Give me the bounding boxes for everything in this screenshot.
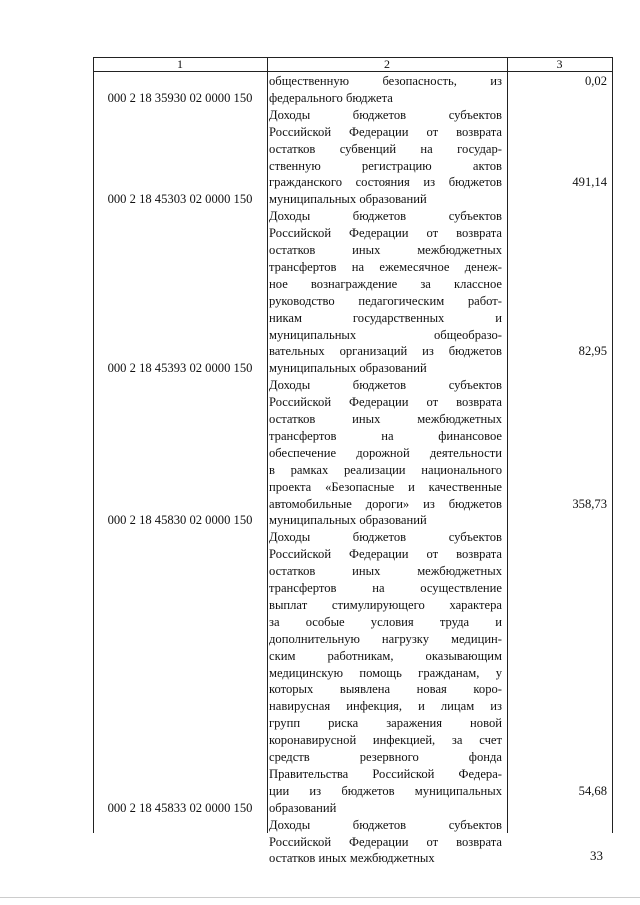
description-line: проекта «Безопасные и качественные [269, 479, 502, 494]
row-code: 000 2 18 45393 02 0000 150 [107, 361, 253, 376]
table-border-right [612, 57, 613, 833]
description-line: в рамках реализации национального [269, 462, 502, 477]
description-line: ственную регистрацию актов [269, 158, 502, 173]
description-line: гражданского состояния из бюджетов [269, 175, 502, 190]
row-value: 0,02 [584, 74, 607, 88]
page-number: 33 [590, 848, 603, 863]
description-line: выплат стимулирующего характера [269, 597, 502, 612]
description-line: ским работникам, оказывающим [269, 648, 502, 663]
description-line: муниципальных образований [269, 361, 427, 376]
row-description [269, 208, 502, 377]
description-line: Российской Федерации от возврата [269, 395, 502, 410]
description-line: трансфертов на финансовое [269, 428, 502, 443]
description-line: за особые условия труда и [269, 614, 502, 629]
description-line: ное вознаграждение за классное [269, 276, 502, 291]
row-description [269, 73, 502, 107]
description-line: остатков субвенций на государ- [269, 141, 502, 156]
row-value: 491,14 [572, 175, 607, 190]
table-header-rule [93, 71, 613, 72]
description-line: трансфертов на ежемесячное денеж- [269, 259, 502, 274]
column-header-1: 1 [177, 57, 183, 71]
description-line: вательных организаций из бюджетов [269, 344, 502, 359]
row-description [269, 817, 502, 868]
table-divider-2 [507, 57, 508, 833]
table-border-left [93, 57, 94, 833]
description-line: навирусная инфекция, и лицам из [269, 699, 502, 714]
row-code: 000 2 18 45833 02 0000 150 [107, 800, 253, 815]
description-line: Доходы бюджетов субъектов [269, 378, 502, 393]
description-line: Российской Федерации от возврата [269, 547, 502, 562]
column-header-3: 3 [556, 57, 563, 71]
description-line: федерального бюджета [269, 90, 393, 105]
description-line: средств резервного фонда [269, 750, 502, 765]
row-code: 000 2 18 45830 02 0000 150 [107, 513, 253, 528]
description-line: Правительства Российской Федера- [269, 766, 502, 781]
budget-table [93, 57, 613, 866]
description-line: остатков иных межбюджетных [269, 851, 435, 866]
description-line: никам государственных и [269, 310, 502, 325]
description-line: общественную безопасность, из [269, 74, 502, 88]
row-description [269, 107, 502, 208]
row-value: 82,95 [578, 344, 607, 359]
description-line: ции из бюджетов муниципальных [269, 783, 502, 798]
description-line: Доходы бюджетов субъектов [269, 817, 502, 832]
description-line: муниципальных образований [269, 192, 427, 207]
description-line: муниципальных общеобразо- [269, 327, 502, 342]
description-line: Доходы бюджетов субъектов [269, 209, 502, 224]
row-value: 358,73 [572, 496, 607, 511]
description-line: медицинскую помощь гражданам, у [269, 665, 502, 680]
description-line: руководство педагогическим работ- [269, 293, 502, 308]
description-line: дополнительную нагрузку медицин- [269, 631, 502, 646]
row-code: 000 2 18 35930 02 0000 150 [107, 90, 253, 105]
description-line: которых выявлена новая коро- [269, 682, 502, 697]
description-line: образований [269, 800, 337, 815]
table-divider-1 [267, 57, 268, 833]
column-header-2: 2 [384, 57, 390, 71]
description-line: трансфертов на осуществление [269, 581, 502, 596]
description-line: Российской Федерации от возврата [269, 124, 502, 139]
description-line: остатков иных межбюджетных [269, 412, 502, 426]
description-line: Доходы бюджетов субъектов [269, 530, 502, 545]
description-line: муниципальных образований [269, 513, 427, 528]
description-line: групп риска заражения новой [269, 716, 502, 731]
description-line: Российской Федерации от возврата [269, 226, 502, 241]
description-line: коронавирусной инфекцией, за счет [269, 733, 502, 748]
description-line: Российской Федерации от возврата [269, 834, 502, 849]
row-description [269, 377, 502, 529]
row-description [269, 529, 502, 816]
bottom-scan-edge [0, 897, 640, 898]
description-line: остатков иных межбюджетных [269, 243, 502, 257]
description-line: Доходы бюджетов субъектов [269, 107, 502, 122]
description-line: обеспечение дорожной деятельности [269, 445, 502, 460]
description-line: автомобильные дороги» из бюджетов [269, 496, 502, 511]
description-line: остатков иных межбюджетных [269, 564, 502, 579]
row-value: 54,68 [578, 783, 607, 798]
row-code: 000 2 18 45303 02 0000 150 [107, 192, 253, 207]
